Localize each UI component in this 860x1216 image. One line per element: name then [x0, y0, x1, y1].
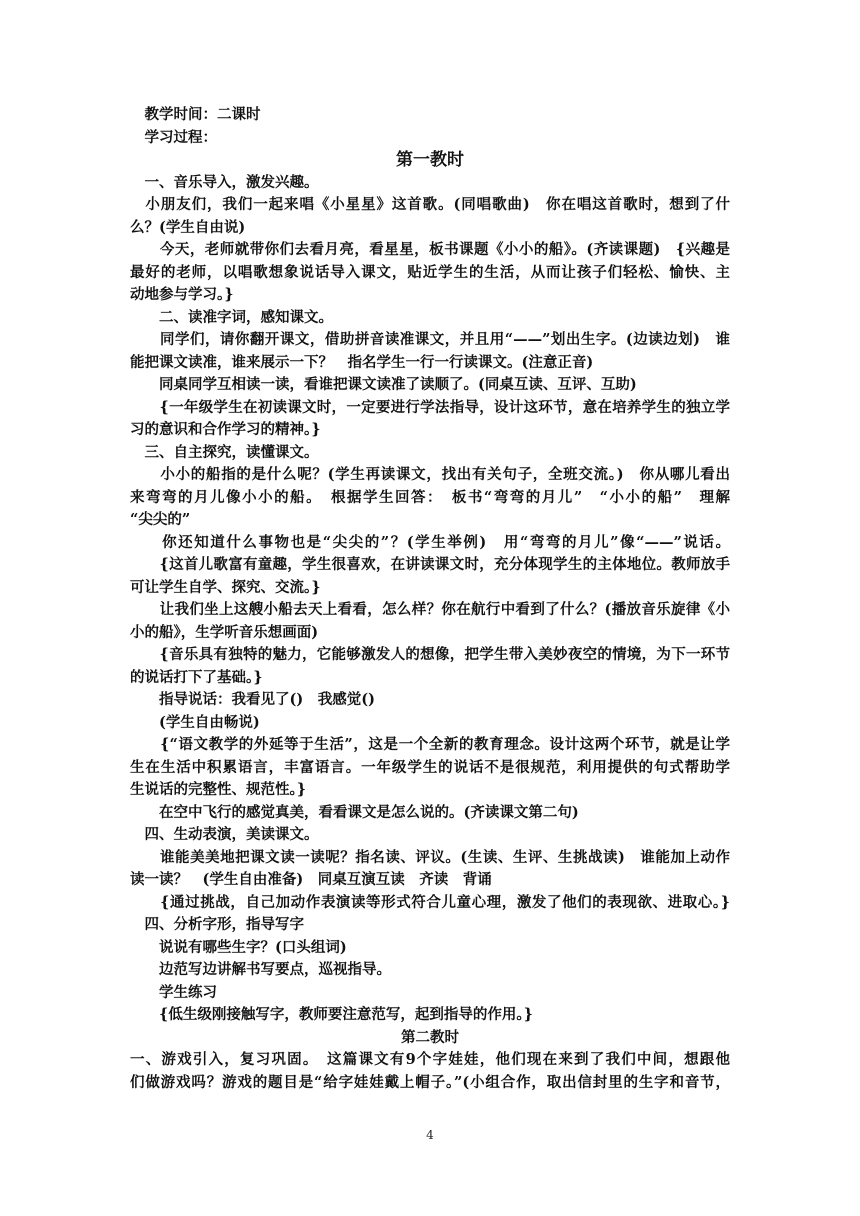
paragraph-line: 二、读准字词，感知课文。: [130, 308, 333, 326]
paragraph-line: {低生级刚接触写字，教师要注意范写，起到指导的作用。}: [130, 1006, 533, 1023]
paragraph-line: 让我们坐上这艘小船去天上看看，怎么样？你在航行中看到了什么？(播放音乐旋律《小: [130, 601, 730, 618]
paragraph-line: 们做游戏吗？游戏的题目是“给字娃娃戴上帽子。”(小组合作，取出信封里的生字和音节，: [130, 1073, 730, 1091]
paragraph-line: 小朋友们，我们一起来唱《小星星》这首歌。(同唱歌曲) 你在唱这首歌时，想到了什: [130, 196, 730, 213]
paragraph-line: 说说有哪些生字？(口头组词): [130, 938, 347, 956]
paragraph-line: {“语文教学的外延等于生活”，这是一个全新的教育理念。设计这两个环节，就是让学: [130, 736, 730, 753]
paragraph-line: 同学们，请你翻开课文，借助拼音读准课文，并且用“——”划出生字。(边读边划) 谁: [130, 331, 730, 348]
paragraph-line: 最好的老师，以唱歌想象说话导入课文，贴近学生的生活，从而让孩子们轻松、愉快、主: [130, 263, 730, 281]
paragraph-line: (学生自由畅说): [130, 713, 260, 731]
paragraph-line: 可让学生自学、探究、交流。}: [130, 578, 321, 596]
paragraph-line: 三、自主探究，读懂课文。: [130, 443, 319, 461]
paragraph-line: 四、分析字形，指导写字: [130, 916, 304, 933]
paragraph-line: 你还知道什么事物也是“尖尖的”？(学生举例) 用“弯弯的月儿”像“——”说话。: [130, 533, 730, 551]
paragraph-line: 同桌同学互相读一读，看谁把课文读准了读顺了。(同桌互读、互评、互助): [130, 376, 637, 393]
paragraph-line: 学生练习: [130, 983, 217, 1001]
paragraph-line: 学习过程：: [130, 128, 217, 146]
paragraph-line: 生在生活中积累语言，丰富语言。一年级学生的说话不是很规范，利用提供的句式帮助学: [130, 758, 730, 776]
paragraph-line: 动地参与学习。}: [130, 286, 234, 303]
paragraph-line: 一、音乐导入，激发兴趣。: [130, 173, 319, 191]
paragraph-line: 小小的船指的是什么呢？(学生再读课文，找出有关句子，全班交流。) 你从哪儿看出: [130, 466, 730, 483]
paragraph-line: 指导说话：我看见了() 我感觉(): [130, 691, 375, 708]
paragraph-line: 四、生动表演，美读课文。: [130, 826, 319, 843]
paragraph-line: 么？(学生自由说): [130, 218, 246, 236]
paragraph-line: 来弯弯的月儿像小小的船。 根据学生回答： 板书“弯弯的月儿” “小小的船” 理解: [130, 488, 730, 506]
document-body: [130, 104, 730, 1094]
section-heading: 第二教时: [401, 1028, 459, 1046]
paragraph-line: 习的意识和合作学习的精神。}: [130, 421, 321, 438]
paragraph-line: 在空中飞行的感觉真美，看看课文是怎么说的。(齐读课文第二句): [130, 803, 579, 821]
paragraph-line: {这首儿歌富有童趣，学生很喜欢，在讲读课文时，充分体现学生的主体地位。教师放手: [130, 556, 730, 573]
paragraph-line: 今天，老师就带你们去看月亮，看星星，板书课题《小小的船》。(齐读课题) {兴趣是: [130, 241, 730, 258]
paragraph-line: “尖尖的”: [130, 511, 191, 528]
paragraph-line: 生说话的完整性、规范性。}: [130, 781, 307, 798]
paragraph-line: 小的船》，生学听音乐想画面): [130, 623, 319, 641]
paragraph-line: 读一读？ (学生自由准备) 同桌互演互读 齐读 背诵: [130, 871, 492, 888]
paragraph-line: 的说话打下了基础。}: [130, 668, 263, 686]
paragraph-line: {通过挑战，自己加动作表演读等形式符合儿童心理，激发了他们的表现欲、进取心。}: [130, 893, 730, 911]
paragraph-line: 谁能美美地把课文读一读呢？指名读、评议。(生读、生评、生挑战读) 谁能加上动作: [130, 848, 730, 866]
paragraph-line: 边范写边讲解书写要点，巡视指导。: [130, 961, 391, 978]
page-number: 4: [426, 1128, 434, 1142]
paragraph-line: 一、游戏引入，复习巩固。 这篇课文有9个字娃娃，他们现在来到了我们中间，想跟他: [130, 1051, 730, 1068]
paragraph-line: {一年级学生在初读课文时，一定要进行学法指导，设计这环节，意在培养学生的独立学: [130, 398, 730, 416]
paragraph-line: 教学时间：二课时: [130, 106, 261, 123]
paragraph-line: {音乐具有独特的魅力，它能够激发人的想像，把学生带入美妙夜空的情境，为下一环节: [130, 646, 730, 663]
section-heading: 第一教时: [396, 150, 464, 170]
paragraph-line: 能把课文读准，谁来展示一下？ 指名学生一行一行读课文。(注意正音): [130, 353, 594, 371]
